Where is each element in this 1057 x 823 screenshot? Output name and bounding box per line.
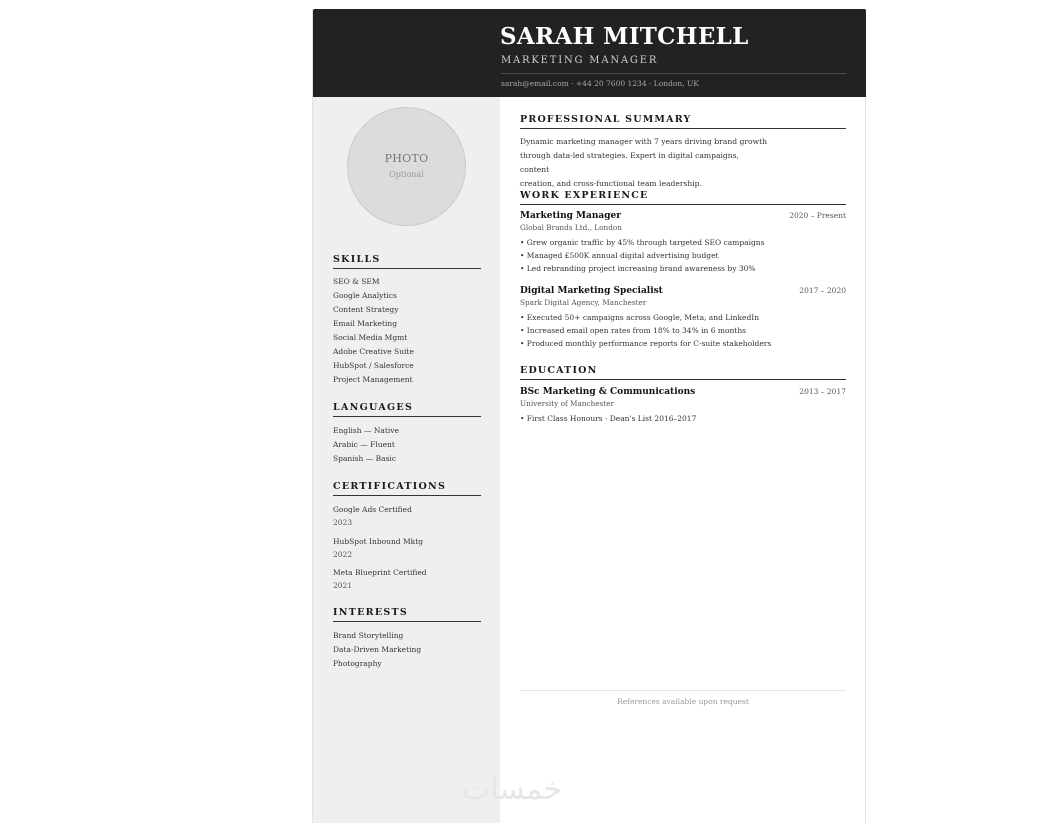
languages-heading: LANGUAGES [333, 402, 481, 417]
certifications-list [333, 503, 427, 598]
sidebar [313, 97, 500, 823]
photo-placeholder [347, 107, 466, 226]
job-bullet: • Increased email open rates from 18% to 34% in 6 months [520, 326, 746, 335]
interests-heading: INTERESTS [333, 607, 481, 622]
skills-list [333, 275, 414, 387]
degree-title: BSc Marketing & Communications [520, 387, 696, 397]
candidate-role: MARKETING MANAGER [501, 55, 659, 66]
certification-name: Meta Blueprint Certified [333, 568, 427, 577]
summary-text [520, 135, 770, 191]
resume-page [312, 9, 866, 823]
languages-list [333, 424, 399, 466]
certification-year: 2022 [333, 549, 353, 559]
job-bullet: • Grew organic traffic by 45% through targeted SEO campaigns [520, 238, 765, 247]
skill-item: Adobe Creative Suite [333, 347, 414, 356]
summary-line: Dynamic marketing manager with 7 years driving brand growth [520, 137, 768, 146]
summary-line: creation, and cross-functional team leadership. [520, 179, 702, 188]
header-divider [501, 73, 846, 74]
certification-item [333, 566, 427, 598]
skill-item: Social Media Mgmt [333, 333, 408, 342]
skill-item: Project Management [333, 375, 413, 384]
job-bullet: • Led rebranding project increasing brand awareness by 30% [520, 264, 756, 273]
language-item: English — Native [333, 426, 399, 435]
education-entry [520, 387, 846, 425]
education-heading: EDUCATION [520, 365, 846, 380]
job-bullet: • Executed 50+ campaigns across Google, Meta, and LinkedIn [520, 313, 760, 322]
certification-name: Google Ads Certified [333, 505, 412, 514]
experience-heading: WORK EXPERIENCE [520, 190, 846, 205]
skill-item: Google Analytics [333, 291, 397, 300]
job-company: Spark Digital Agency, Manchester [520, 298, 647, 307]
watermark-logo: خمسات [462, 772, 563, 807]
education-bullet: • First Class Honours · Dean's List 2016–2017 [520, 414, 697, 423]
language-item: Spanish — Basic [333, 454, 397, 463]
skills-heading: SKILLS [333, 254, 481, 269]
certification-year: 2023 [333, 518, 353, 527]
candidate-name: SARAH MITCHELL [500, 23, 749, 50]
interest-item: Brand Storytelling [333, 631, 404, 640]
interest-item: Data-Driven Marketing [333, 645, 422, 654]
job-bullets [520, 311, 846, 350]
footer-divider [520, 690, 846, 691]
footer-note: References available upon request [617, 697, 749, 706]
job-title: Marketing Manager [520, 211, 621, 221]
skill-item: HubSpot / Salesforce [333, 361, 414, 370]
job-entry [520, 211, 846, 275]
skill-item: Content Strategy [333, 305, 399, 314]
summary-heading: PROFESSIONAL SUMMARY [520, 114, 846, 129]
education-bullets [520, 412, 846, 425]
education-dates: 2013 – 2017 [799, 387, 846, 396]
skill-item: SEO & SEM [333, 277, 380, 286]
summary-line: through data-led strategies. Expert in digital campaigns, content [520, 151, 739, 174]
certification-item [333, 535, 427, 567]
job-dates: 2017 – 2020 [799, 286, 846, 295]
job-bullets [520, 236, 846, 275]
job-title: Digital Marketing Specialist [520, 286, 663, 296]
certification-year: 2021 [333, 581, 353, 590]
certification-item [333, 503, 427, 535]
certification-name: HubSpot Inbound Mktg [333, 536, 424, 546]
job-bullet: • Managed £500K annual digital advertising budget [520, 251, 719, 260]
job-company: Global Brands Ltd., London [520, 223, 622, 232]
job-dates: 2020 – Present [789, 211, 846, 220]
certifications-heading: CERTIFICATIONS [333, 481, 481, 496]
resume-header [313, 9, 866, 97]
interests-list [333, 629, 421, 671]
job-bullet: • Produced monthly performance reports for C-suite stakeholders [520, 339, 772, 348]
contact-line: sarah@email.com · +44 20 7600 1234 · London, UK [501, 79, 699, 88]
photo-sublabel: Optional [389, 170, 424, 179]
school-name: University of Manchester [520, 399, 615, 408]
job-entry [520, 286, 846, 350]
interest-item: Photography [333, 659, 382, 668]
skill-item: Email Marketing [333, 319, 398, 328]
photo-label: PHOTO [384, 152, 429, 165]
language-item: Arabic — Fluent [333, 440, 395, 449]
